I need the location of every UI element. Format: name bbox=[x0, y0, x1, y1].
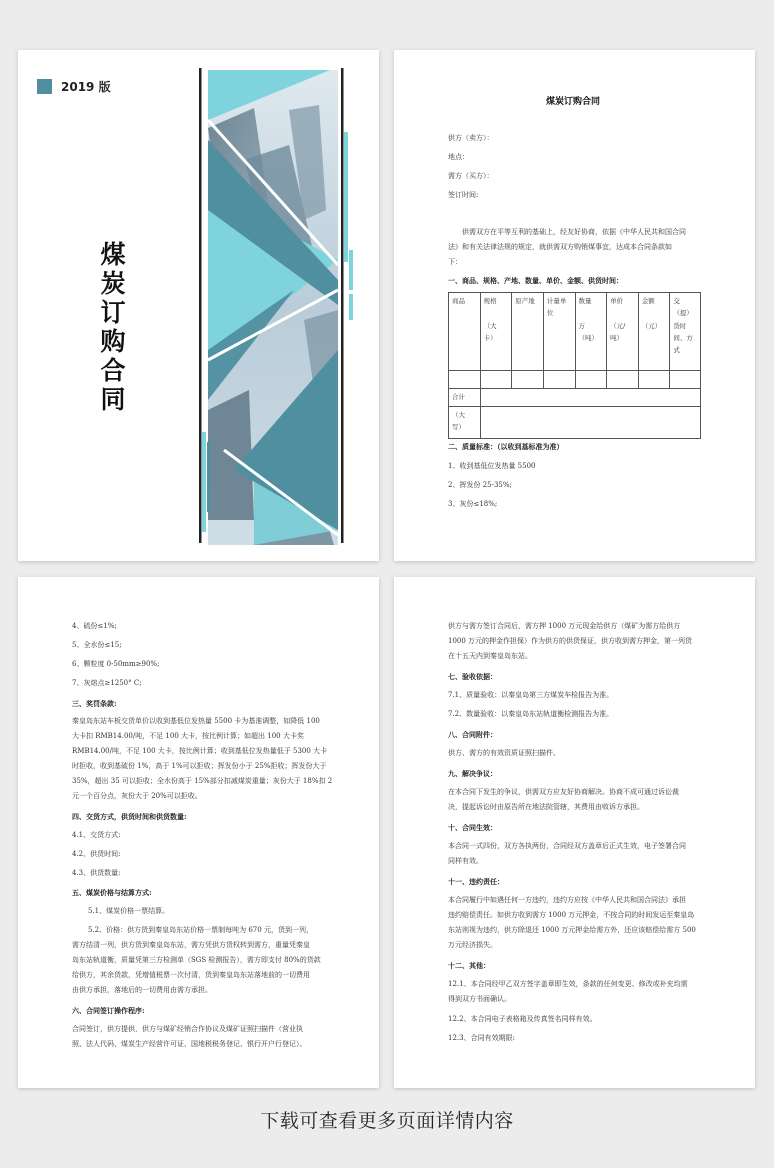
table-header-cell: 规格 （大 卡） bbox=[480, 293, 512, 371]
cover-artwork bbox=[194, 50, 379, 561]
paragraph-line: 1000 万元的押金作担保）作为供方的供货保证，供方收到需方押金，第一列货 bbox=[448, 637, 693, 645]
table-row bbox=[449, 371, 701, 389]
list-item: 7.2、数量验收：以秦皇岛东站轨道衡检测报告为准。 bbox=[448, 710, 614, 718]
paragraph-line: 本合同履行中如遇任何一方违约，违约方应按《中华人民共和国合同法》承担 bbox=[448, 896, 686, 904]
section-heading: 三、奖罚条款: bbox=[72, 699, 117, 708]
section-heading: 六、合同签订操作程序: bbox=[72, 1006, 145, 1015]
paragraph-line: 同样有效。 bbox=[448, 857, 483, 865]
intro-line: 下： bbox=[448, 258, 462, 266]
table-header-cell: 计量单 位 bbox=[543, 293, 575, 371]
download-more-footer[interactable]: 下载可查看更多页面详情内容 bbox=[260, 1110, 514, 1132]
paragraph-line: 在十五天内到秦皇岛东站。 bbox=[448, 652, 532, 660]
list-item: 12.3、合同有效期限: bbox=[448, 1034, 515, 1042]
paragraph-line: 时拒收，收到基硫份 1%，高于 1%可以拒收；挥发份小于 25%拒收；挥发份大于 bbox=[72, 762, 327, 770]
location-label: 地点： bbox=[448, 153, 469, 161]
paragraph-line: 供方与需方签订合同后，需方押 1000 万元现金给供方（煤矿为需方给供方 bbox=[448, 622, 681, 630]
list-item: 4.1、交货方式: bbox=[72, 831, 121, 839]
section-heading: 一、商品、规格、产地、数量、单价、金额、供货时间： bbox=[448, 276, 623, 285]
contract-page-1 bbox=[394, 50, 755, 561]
section-heading: 十、合同生效： bbox=[448, 823, 497, 832]
table-header-cell: 单价 （元/ 吨） bbox=[607, 293, 639, 371]
table-header-cell: 商品 bbox=[449, 293, 481, 371]
quality-item: 7、灰熔点≥1250° C; bbox=[72, 679, 142, 687]
quality-item: 6、颗粒度 0-50mm≥90%; bbox=[72, 660, 160, 668]
paragraph-line: 供方、需方的有效资质证照扫描件。 bbox=[448, 749, 560, 757]
paragraph-line: 35%，超出 35 可以拒收；全水份高于 15%部分扣减煤炭重量；灰份大于 18%扣 2 bbox=[72, 777, 333, 785]
paragraph-line: 给供方，其余货款，凭增值税票一次付清，货到秦皇岛东站落地前的一切费用 bbox=[72, 971, 310, 979]
section-heading: 二、质量标准：（以收到基标准为准） bbox=[448, 442, 564, 451]
quality-item: 1、收到基低位发热量 5500 bbox=[448, 462, 536, 470]
paragraph-line: 得到双方书面确认。 bbox=[448, 995, 511, 1003]
paragraph-line: 东站则视为违约，供方除退还 1000 万元押金给需方外，还应该赔偿给需方 500 bbox=[448, 926, 696, 934]
table-total-label: 合计 bbox=[449, 389, 481, 407]
table-upper-label: （大 写） bbox=[449, 407, 481, 439]
list-item: 12.2、本合同电子表格箱及传真签名同样有效。 bbox=[448, 1015, 597, 1023]
section-heading: 四、交货方式，供货时间和供货数量: bbox=[72, 812, 187, 821]
table-header-cell: 原产地 bbox=[512, 293, 544, 371]
quality-item: 4、硫份≤1%; bbox=[72, 622, 117, 630]
section-heading: 十二、其他： bbox=[448, 961, 490, 970]
paragraph-line: RMB14.00/吨，不足 100 大卡，按比例计算；收到基低位发热量低于 5300 大卡 bbox=[72, 747, 328, 755]
paragraph-line: 照、法人代码、煤炭生产经营许可证、国地税税务登记、银行开户行登记）。 bbox=[72, 1040, 307, 1048]
paragraph-line: 违约赔偿责任。如供方收到需方 1000 万元押金，不按合同的时间发运至秦皇岛 bbox=[448, 911, 695, 919]
table-header-row bbox=[449, 293, 701, 371]
contract-title: 煤炭订购合同 bbox=[546, 97, 601, 107]
table-header-cell: 交 （提） 货时 间、方 式 bbox=[670, 293, 701, 371]
table-header-cell: 金额 （元） bbox=[638, 293, 670, 371]
sign-time-label: 签订时间: bbox=[448, 191, 479, 199]
list-item: 4.3、供货数量: bbox=[72, 869, 121, 877]
paragraph-line: 由供方承担，落地后的一切费用由需方承担。 bbox=[72, 986, 212, 994]
paragraph-line: 5.2、价格：供方货到秦皇岛东站价格一票制每吨为 670 元，货到一列， bbox=[88, 926, 313, 934]
paragraph-line: 秦皇岛东站车板交货单价以收到基低位发热量 5500 卡为基准调整，如降低 100 bbox=[72, 717, 320, 725]
paragraph-line: 岛东站轨道衡，质量凭第三方检测单（SGS 检测报告），需方即支付 80%的货款 bbox=[72, 956, 321, 964]
list-item: 7.1、质量验收：以秦皇岛第三方煤炭车检报告为准。 bbox=[448, 691, 614, 699]
intro-line: 供需双方在平等互利的基础上，经友好协商，依据《中华人民共和国合同 bbox=[462, 228, 686, 236]
paragraph-line: 本合同一式四份，双方各执两份，合同经双方盖章后正式生效，电子签署合同 bbox=[448, 842, 686, 850]
list-item: 5.1、煤炭价格一票结算。 bbox=[88, 907, 170, 915]
section-heading: 八、合同附件： bbox=[448, 730, 497, 739]
goods-table bbox=[448, 292, 701, 439]
paragraph-line: 元一个百分点，灰份大于 20%可以拒收。 bbox=[72, 792, 202, 800]
paragraph-line: 万元经济损失。 bbox=[448, 941, 497, 949]
paragraph-line: 决，提起诉讼时由原告所在地法院管辖，其费用由败诉方承担。 bbox=[448, 803, 644, 811]
buyer-label: 需方（买方）： bbox=[448, 172, 494, 180]
paragraph-line: 在本合同下发生的争议，供需双方应友好协商解决。协商不成可通过诉讼裁 bbox=[448, 788, 679, 796]
section-heading: 五、煤炭价格与结算方式: bbox=[72, 888, 152, 897]
table-upper-row bbox=[449, 407, 701, 439]
quality-item: 2、挥发份 25-35%; bbox=[448, 481, 512, 489]
paragraph-line: 12.1、本合同经甲乙双方签字盖章即生效，条款的任何变更、修改或补充均需 bbox=[448, 980, 688, 988]
section-heading: 九、解决争议： bbox=[448, 769, 497, 778]
section-heading: 十一、违约责任： bbox=[448, 877, 504, 886]
cover-title: 煤炭订购合同 bbox=[100, 240, 126, 414]
cover-accent-square bbox=[37, 79, 52, 94]
quality-item: 5、全水份≤15; bbox=[72, 641, 122, 649]
quality-item: 3、灰份≤18%; bbox=[448, 500, 498, 508]
contract-page-2 bbox=[18, 577, 379, 1088]
list-item: 4.2、供货时间: bbox=[72, 850, 121, 858]
paragraph-line: 大卡扣 RMB14.00/吨，不足 100 大卡，按比例计算；如超出 100 大卡奖 bbox=[72, 732, 304, 740]
paragraph-line: 合同签订，供方提供，供方与煤矿经销合作协议及煤矿证照扫描件（营业执 bbox=[72, 1025, 303, 1033]
seller-label: 供方（卖方）： bbox=[448, 134, 494, 142]
cover-page bbox=[18, 50, 379, 561]
intro-line: 法》和有关法律法规的规定，就供需双方购销煤事宜，达成本合同条款如 bbox=[448, 243, 672, 251]
table-header-cell: 数量 万 （吨） bbox=[575, 293, 607, 371]
contract-page-3 bbox=[394, 577, 755, 1088]
paragraph-line: 需方结清一列，供方货到秦皇岛东站，需方凭供方货权转到需方，重量凭秦皇 bbox=[72, 941, 310, 949]
cover-year: 2019 版 bbox=[61, 80, 111, 94]
section-heading: 七、验收依据： bbox=[448, 672, 497, 681]
table-total-row bbox=[449, 389, 701, 407]
